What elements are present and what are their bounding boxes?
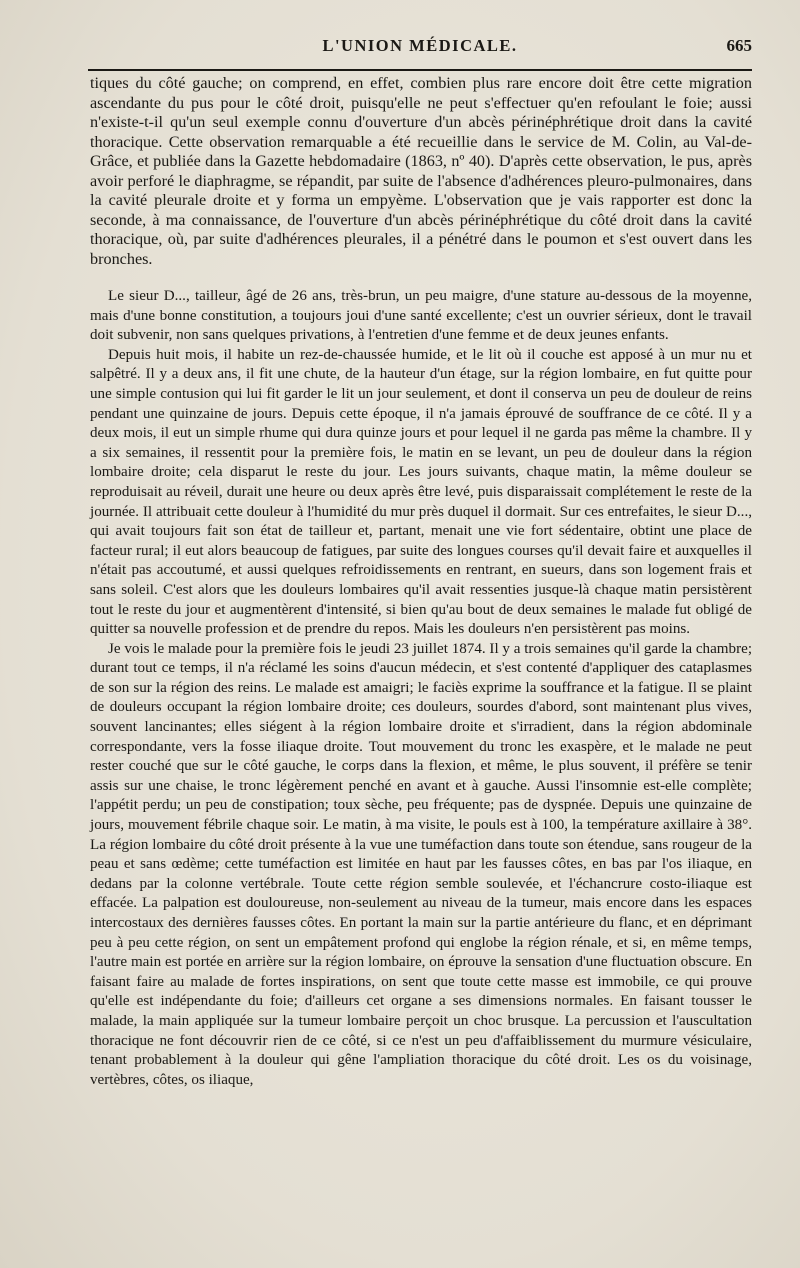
paragraph-examination: Je vois le malade pour la première fois le jeudi 23 juillet 1874. Il y a trois semaines qu'il garde la chambre; durant tout ce temps, il n'a réclamé les soins d'aucun médecin, et s'est contenté d'appliquer des cataplasmes de son sur la région des reins. Le malade est amaigri; le faciès exprime la souffrance et la fatigue. Il se plaint de douleurs occupant la région lombaire droite; ces douleurs, sourdes d'abord, sont maintenant plus vives, souvent lancinantes; elles siégent à la région lombaire droite et s'irradient, dans la région abdominale correspondante, vers la fosse iliaque droite. Tout mouvement du tronc les exaspère, et le malade ne peut rester couché que sur le côté gauche, le corps dans la flexion, et même, le plus souvent, il préfère se tenir assis sur une chaise, le tronc légèrement penché en avant et à gauche. Aussi l'insomnie est-elle complète; l'appétit perdu; un peu de constipation; toux sèche, peu fréquente; pas de dyspnée. Depuis une quinzaine de jours, mouvement fébrile chaque soir. Le matin, à ma visite, le pouls est à 100, la température axillaire à 38°. La région lombaire du côté droit présente à la vue une tuméfaction dans toute son étendue, sans rougeur de la peau et sans œdème; cette tuméfaction est limitée en haut par les fausses côtes, en bas par l'os iliaque, en dedans par la colonne vertébrale. Toute cette région semble soulevée, et l'échancrure costo-iliaque est effacée. La palpation est douloureuse, non-seulement au niveau de la tumeur, mais encore dans les espaces intercostaux des dernières fausses côtes. En portant la main sur la partie antérieure du flanc, et en déprimant peu à peu cette région, on sent un empâtement profond qui englobe la région rénale, et si, en même temps, l'autre main est portée en arrière sur la région lombaire, on éprouve la sensation d'une fluctuation obscure. En faisant faire au malade de fortes inspirations, on sent que toute cette masse est immobile, ce qui prouve qu'elle est indépendante du foie; d'ailleurs cet organe a ses dimensions normales. En faisant tousser le malade, la main appliquée sur la tumeur lombaire perçoit un choc brusque. La percussion et l'auscultation thoracique ne font découvrir rien de ce côté, si ce n'est un peu d'affaiblissement du murmure vésiculaire, tenant probablement à la douleur qui gêne l'ampliation thoracique du côté droit. Les os du voisinage, vertèbres, côtes, os iliaque, bbox=[90, 640, 753, 1088]
running-title: L'UNION MÉDICALE. bbox=[322, 36, 518, 55]
paragraph-patient-description: Le sieur D..., tailleur, âgé de 26 ans, très-brun, un peu maigre, d'une stature au-dessous de la moyenne, mais d'une bonne constitution, a toujours joui d'une santé excellente; c'est un ouvrier sérieux, dont le travail doit subvenir, non sans quelques privations, à l'entretien d'une femme et de deux jeunes enfants. bbox=[90, 288, 752, 344]
page-number: 665 bbox=[726, 36, 752, 55]
header-rule bbox=[88, 69, 752, 71]
article-body bbox=[90, 74, 752, 1090]
page-header bbox=[88, 28, 752, 64]
paragraph-history: Depuis huit mois, il habite un rez-de-chaussée humide, et le lit où il couche est apposé à un mur nu et salpêtré. Il y a deux ans, il fit une chute, de la hauteur d'un étage, sur la région lombaire, en fut quitte pour une simple contusion qui lui fit garder le lit un jour seulement, et dont il conserva un peu de douleur de reins pendant une quinzaine de jours. Depuis cette époque, il n'a jamais éprouvé de souffrance de ce côté. Il y a deux mois, il eut un simple rhume qui dura quinze jours et pour lequel il ne garda pas même la chambre. Il y a six semaines, il ressentit pour la première fois, le matin en se levant, un peu de douleur dans la région lombaire droite; cela disparut le reste du jour. Les jours suivants, chaque matin, la même douleur se reproduisait au réveil, durait une heure ou deux après être levé, puis disparaissait complétement le reste de la journée. Il attribuait cette douleur à l'humidité du mur près duquel il dormait. Sur ces entrefaites, le sieur D..., qui avait toujours fait son état de tailleur et, partant, menait une vie fort sédentaire, obtint une place de facteur rural; il eut alors beaucoup de fatigues, par suite des longues courses qu'il devait faire et auxquelles il n'était pas accoutumé, et aussi quelques refroidissements en rentrant, en sueurs, dans son logement frais et sans soleil. C'est alors que les douleurs lombaires qu'il avait ressenties jusque-là chaque matin persistèrent tout le reste du jour et augmentèrent d'intensité, si bien qu'au bout de deux semaines le malade fut obligé de quitter sa nouvelle profession et de prendre du repos. Mais les douleurs n'en persistèrent pas moins. bbox=[90, 346, 752, 638]
paragraph-introduction: tiques du côté gauche; on comprend, en effet, combien plus rare encore doit être cette migration ascendante du pus pour le côté droit, puisqu'elle ne peut s'effectuer qu'en refoulant le foie; aussi n'existe-t-il qu'un seul exemple connu d'ouverture d'un abcès périnéphrétique droit dans la cavité thoracique. Cette observation remarquable a été recueillie dans le service de M. Colin, au Val-de-Grâce, et publiée dans la Gazette hebdomadaire (1863, nº 40). D'après cette observation, le pus, après avoir perforé le diaphragme, se répandit, par suite de l'absence d'adhérences pleuro-pulmonaires, dans la cavité pleurale droite et y forma un empyème. L'observation que je vais rapporter est donc la seconde, à ma connaissance, de l'ouverture d'un abcès périnéphrétique du côté droit dans la cavité thoracique, où, par suite d'adhérences pleurales, il a pénétré dans le poumon et s'est ouvert dans les bronches. bbox=[90, 74, 752, 268]
